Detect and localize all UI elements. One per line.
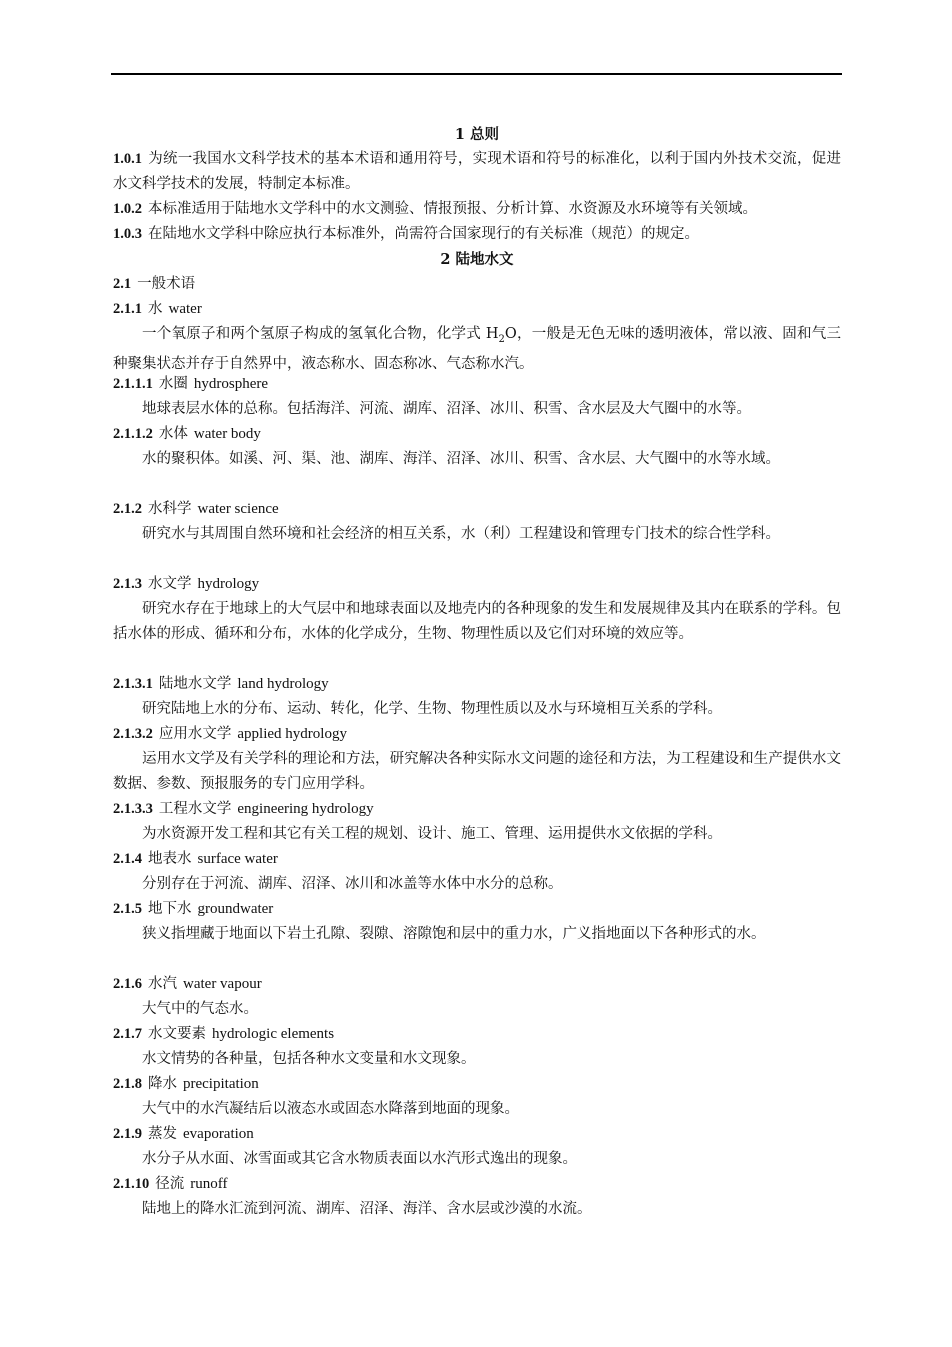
term-heading (113, 672, 841, 697)
term-en: hydrosphere (193, 376, 269, 392)
term-number: 2.1.7 (113, 1026, 142, 1042)
term-definition: 研究陆地上水的分布、运动、转化，化学、生物、物理性质以及水与环境相互关系的学科。 (142, 701, 722, 717)
term-definition: 狭义指埋藏于地面以下岩土孔隙、裂隙、溶隙饱和层中的重力水，广义指地面以下各种形式的水。 (142, 926, 766, 942)
term-number: 2.1.3.1 (113, 676, 153, 692)
term-zh: 水文要素 (148, 1026, 206, 1042)
term-definition: 陆地上的降水汇流到河流、湖库、沼泽、海洋、含水层或沙漠的水流。 (142, 1201, 592, 1217)
term-heading (113, 972, 841, 997)
term-zh: 蒸发 (148, 1126, 177, 1142)
term-heading (113, 1172, 841, 1197)
term-zh: 水科学 (148, 501, 192, 517)
clause-text: 本标准适用于陆地水文学科中的水文测验、情报预报、分析计算、水资源及水环境等有关领域。 (148, 201, 757, 217)
term-heading (113, 847, 841, 872)
term-heading (113, 422, 841, 447)
term-definition: 研究水与其周围自然环境和社会经济的相互关系，水（利）工程建设和管理专门技术的综合性学科。 (142, 526, 780, 542)
term-en: precipitation (183, 1076, 259, 1092)
term-number: 2.1.5 (113, 901, 142, 917)
term-number: 2.1.1.2 (113, 426, 153, 442)
term-en: hydrologic elements (212, 1026, 335, 1042)
clause-number: 1.0.3 (113, 226, 142, 242)
term-number: 2.1.2 (113, 501, 142, 517)
term-heading (113, 1072, 841, 1097)
term-number: 2.1.3.2 (113, 726, 153, 742)
term-number: 2.1.10 (113, 1176, 150, 1192)
term-heading (113, 1022, 841, 1047)
clause-text: 在陆地水文学科中除应执行本标准外，尚需符合国家现行的有关标准（规范）的规定。 (148, 226, 699, 242)
term-zh: 陆地水文学 (158, 676, 232, 692)
term-definition: 一个氧原子和两个氢原子构成的氢氧化合物，化学式 $H_2O$，一般是无色无味的透明液体，常以液、固和气三种聚集状态并存于自然界中，液态称水、固态称冰、气态称水汽。 (113, 326, 841, 372)
term-en: water (168, 301, 202, 317)
term-number: 2.1.3 (113, 576, 142, 592)
term-definition: 大气中的气态水。 (142, 1001, 258, 1017)
term-en: water science (197, 501, 279, 517)
term-heading (113, 797, 841, 822)
term-definition: 运用水文学及有关学科的理论和方法，研究解决各种实际水文问题的途径和方法，为工程建设和生产提供水文数据、参数、预报服务的专门应用学科。 (113, 751, 841, 792)
term-en: groundwater (197, 901, 274, 917)
clause-number: 1.0.1 (113, 151, 142, 167)
term-definition: 分别存在于河流、湖库、沼泽、冰川和冰盖等水体中水分的总称。 (142, 876, 563, 892)
term-zh: 水圈 (158, 376, 188, 392)
clause-number: 1.0.2 (113, 201, 142, 217)
term-definition: 水文情势的各种量，包括各种水文变量和水文现象。 (142, 1051, 476, 1067)
term-heading (113, 297, 841, 322)
term-zh: 水 (148, 301, 163, 317)
clause-text: 为统一我国水文科学技术的基本术语和通用符号，实现术语和符号的标准化，以利于国内外技术交流，促进水文科学技术的发展，特制定本标准。 (113, 151, 841, 192)
term-definition: 大气中的水汽凝结后以液态水或固态水降落到地面的现象。 (142, 1101, 519, 1117)
term-en: land hydrology (237, 676, 329, 692)
term-zh: 降水 (148, 1076, 177, 1092)
term-definition: 地球表层水体的总称。包括海洋、河流、湖库、沼泽、冰川、积雪、含水层及大气圈中的水等。 (142, 401, 751, 417)
term-definition: 为水资源开发工程和其它有关工程的规划、设计、施工、管理、运用提供水文依据的学科。 (142, 826, 722, 842)
term-number: 2.1 (113, 276, 132, 292)
term-number: 2.1.1 (113, 301, 142, 317)
term-number: 2.1.4 (113, 851, 142, 867)
term-zh: 水汽 (148, 976, 177, 992)
term-heading (113, 722, 841, 747)
term-number: 2.1.6 (113, 976, 142, 992)
term-zh: 水体 (158, 426, 188, 442)
term-en: evaporation (183, 1126, 254, 1142)
section-title: 1 总则 (454, 126, 500, 143)
clause-1-0-3 (113, 222, 841, 247)
term-zh: 径流 (155, 1176, 185, 1192)
term-en: engineering hydrology (237, 801, 374, 817)
term-heading (113, 1122, 841, 1147)
term-number: 2.1.8 (113, 1076, 142, 1092)
term-en: hydrology (197, 576, 260, 592)
term-zh: 一般术语 (137, 276, 196, 292)
term-zh: 地表水 (148, 851, 192, 867)
term-zh: 水文学 (148, 576, 192, 592)
term-heading (113, 897, 841, 922)
term-en: applied hydrology (237, 726, 347, 742)
term-number: 2.1.9 (113, 1126, 142, 1142)
term-en: runoff (190, 1176, 228, 1192)
term-heading (113, 572, 841, 597)
term-en: surface water (197, 851, 278, 867)
clause-1-0-2 (113, 197, 841, 222)
term-number: 2.1.3.3 (113, 801, 153, 817)
section-title: 2 陆地水文 (440, 251, 514, 268)
term-heading (113, 272, 841, 297)
document-body (113, 122, 841, 1222)
term-definition: 水分子从水面、冰雪面或其它含水物质表面以水汽形式逸出的现象。 (142, 1151, 577, 1167)
term-definition: 水的聚积体。如溪、河、渠、池、湖库、海洋、沼泽、冰川、积雪、含水层、大气圈中的水等水域。 (142, 451, 780, 467)
clause-1-0-1 (113, 147, 841, 197)
term-zh: 地下水 (148, 901, 192, 917)
term-number: 2.1.1.1 (113, 376, 153, 392)
term-heading (113, 497, 841, 522)
term-en: water body (193, 426, 261, 442)
term-en: water vapour (183, 976, 262, 992)
term-zh: 应用水文学 (158, 726, 232, 742)
header-rule (111, 73, 842, 75)
term-definition: 研究水存在于地球上的大气层中和地球表面以及地壳内的各种现象的发生和发展规律及其内在联系的学科。包括水体的形成、循环和分布，水体的化学成分，生物、物理性质以及它们对环境的效应等。 (113, 601, 841, 642)
term-zh: 工程水文学 (158, 801, 232, 817)
